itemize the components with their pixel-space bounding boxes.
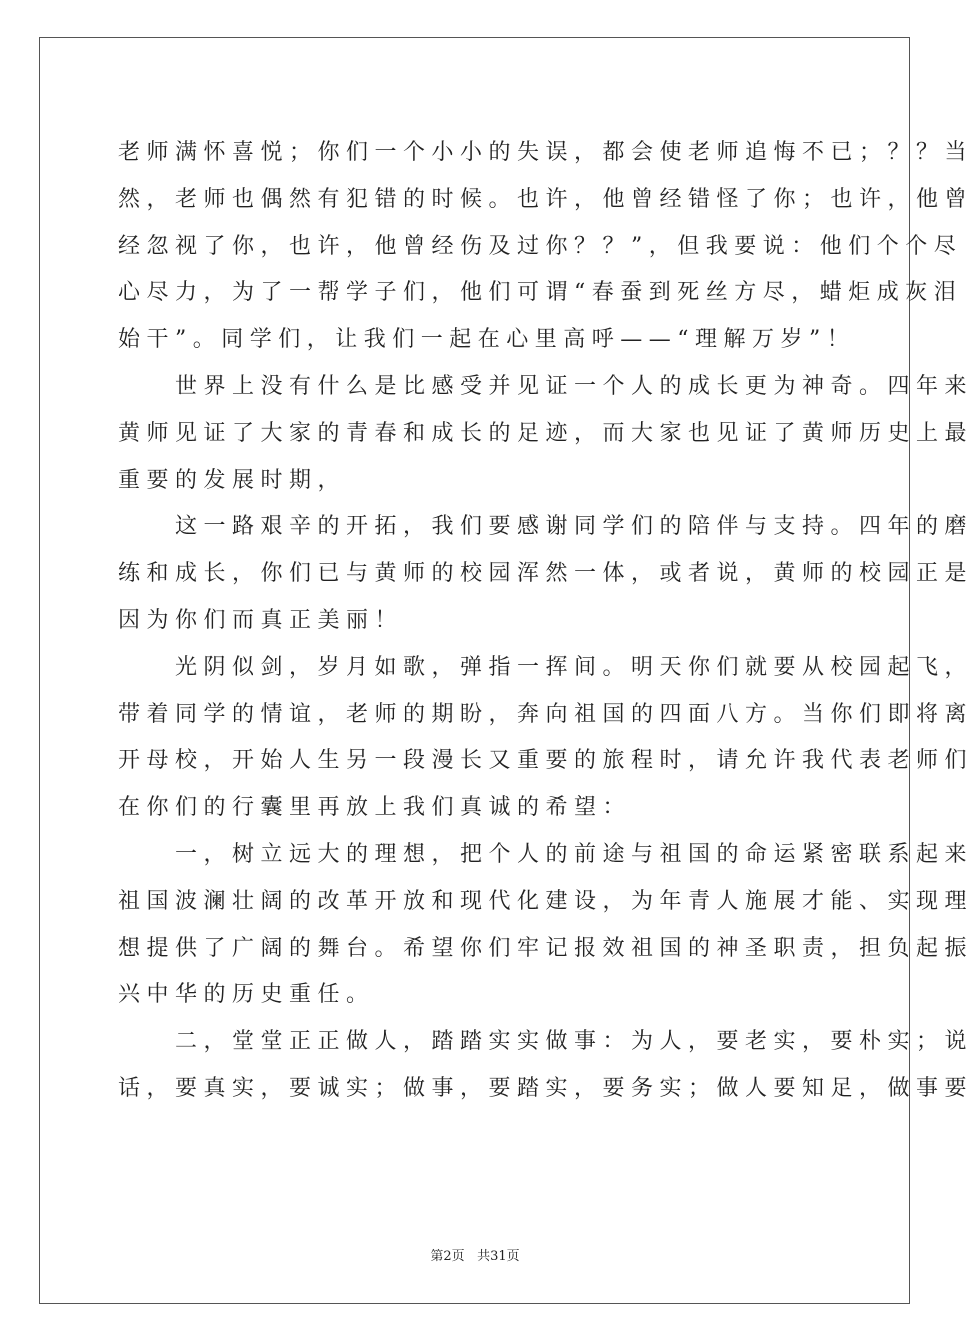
text-line: 想提供了广阔的舞台。希望你们牢记报效祖国的神圣职责，担负起振 <box>118 935 973 961</box>
text-line: 光阴似剑，岁月如歌，弹指一挥间。明天你们就要从校园起飞， <box>118 654 973 680</box>
text-line: 兴中华的历史重任。 <box>118 982 375 1008</box>
text-line: 心尽力，为了一帮学子们，他们可谓“春蚕到死丝方尽，蜡炬成灰泪 <box>118 280 963 306</box>
text-line: 话，要真实，要诚实；做事，要踏实，要务实；做人要知足，做事要 <box>118 1075 973 1101</box>
text-line: 开母校，开始人生另一段漫长又重要的旅程时，请允许我代表老师们 <box>118 748 973 774</box>
text-line: 黄师见证了大家的青春和成长的足迹，而大家也见证了黄师历史上最 <box>118 420 973 446</box>
text-line: 二，堂堂正正做人，踏踏实实做事：为人，要老实，要朴实；说 <box>118 1029 973 1055</box>
document-body <box>118 130 973 1113</box>
text-line: 祖国波澜壮阔的改革开放和现代化建设，为年青人施展才能、实现理 <box>118 888 973 914</box>
text-line: 一，树立远大的理想，把个人的前途与祖国的命运紧密联系起来 <box>118 841 973 867</box>
text-line: 经忽视了你，也许，他曾经伤及过你？？”，但我要说：他们个个尽 <box>118 233 963 259</box>
text-line: 这一路艰辛的开拓，我们要感谢同学们的陪伴与支持。四年的磨 <box>118 514 973 540</box>
text-line: 然，老师也偶然有犯错的时候。也许，他曾经错怪了你；也许，他曾 <box>118 186 973 212</box>
page-footer <box>0 1245 950 1264</box>
text-line: 在你们的行囊里再放上我们真诚的希望： <box>118 795 632 821</box>
text-line: 世界上没有什么是比感受并见证一个人的成长更为神奇。四年来 <box>118 373 973 399</box>
page-number: 第2页 <box>430 1249 465 1264</box>
page-total: 共31页 <box>477 1249 520 1264</box>
text-line: 始干”。同学们，让我们一起在心里高呼——“理解万岁”！ <box>118 327 856 353</box>
text-line: 带着同学的情谊，老师的期盼，奔向祖国的四面八方。当你们即将离 <box>118 701 973 727</box>
text-line: 老师满怀喜悦；你们一个小小的失误，都会使老师追悔不已；？？当 <box>118 140 973 165</box>
text-line: 因为你们而真正美丽！ <box>118 607 404 633</box>
text-line: 练和成长，你们已与黄师的校园浑然一体，或者说，黄师的校园正是 <box>118 561 973 587</box>
text-line: 重要的发展时期， <box>118 467 347 493</box>
